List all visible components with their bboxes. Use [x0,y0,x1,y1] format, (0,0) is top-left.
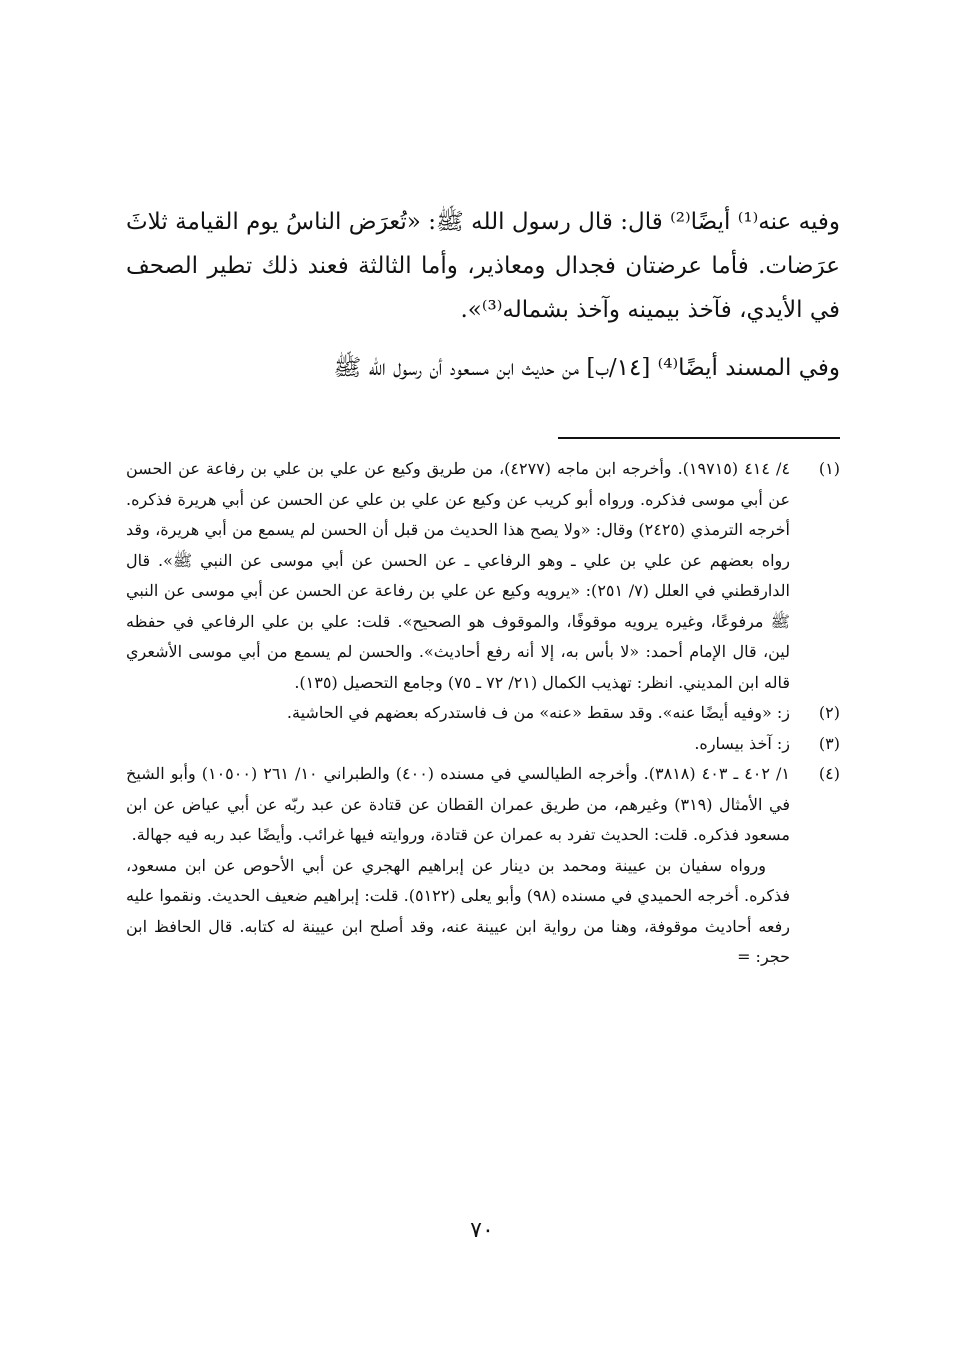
footnote-paragraph: ورواه سفيان بن عيينة ومحمد بن دينار عن إبراهيم الهجري عن أبي الأحوص عن ابن مسعود، فذكره. أخرجه الحميدي في مسنده (٩٨) وأبو يعلى (٥١٢٢). قلت: إبراهيم ضعيف الحديث. ونقموا عليه رفعه أحاديث موقوفة، وهنا من رواية ابن عيينة عنه، وقد أصلح ابن عيينة له كتابه. قال الحافظ ابن حجر: = [126,855,791,966]
footnote-4 [126,759,840,973]
footnote-paragraph: ز: آخذ بيساره. [694,733,790,753]
footnote-paragraph: ز: «وفيه أيضًا عنه». وقد سقط «عنه» من ف فاستدركه بعضهم في الحاشية. [286,703,790,722]
page-number: ٧٠ [470,1218,494,1243]
footnote-number: (٢) [818,703,840,722]
main-text [126,200,840,390]
footnote-number: (٣) [818,733,840,753]
footnote-number: (١) [818,459,840,478]
main-paragraph-2: وفي المسند أيضًا⁽⁴⁾ [١٤/ب] من حديث ابن مسعود أن رسول الله ﷺ [333,355,840,381]
footnote-separator [558,437,840,439]
footnote-body [126,698,790,729]
footnote-3 [126,729,840,760]
footnote-paragraph: ٤/ ٤١٤ (١٩٧١٥). وأخرجه ابن ماجه (٤٢٧٧)، من طريق وكيع عن علي بن علي بن رفاعة عن الحسن عن أبي موسى فذكره. ورواه أبو كريب عن وكيع عن علي بن علي عن الحسن عن أبي هريرة فذكره. أخرجه الترمذي (٢٤٢٥) وقال: «ولا يصح هذا الحديث من قبل أن الحسن لم يسمع من أبي هريرة، وقد رواه بعضهم عن علي بن علي ـ وهو الرفاعي ـ عن الحسن عن أبي موسى عن النبي ﷺ». قال الدارقطني في العلل (٧/ ٢٥١): «يرويه وكيع عن علي بن رفاعة عن الحسن عن أبي موسى عن النبي ﷺ مرفوعًا، وغيره يرويه موقوفًا، والموقوف هو الصحيح». قلت: علي بن علي الرفاعي في حفظه لين، قال الإمام أحمد: «لا بأس به، إلا أنه رفع أحاديث». والحسن لم يسمع من أبي موسى الأشعري قاله ابن المديني. انظر: تهذيب الكمال (٢١/ ٧٢ ـ ٧٥) وجامع التحصيل (١٣٥). [126,459,791,692]
footnote-body [126,759,790,973]
footnote-body [126,454,790,698]
footnotes [126,454,840,973]
footnote-1 [126,454,840,698]
footnote-paragraph: ١/ ٤٠٢ ـ ٤٠٣ (٣٨١٨). وأخرجه الطيالسي في مسنده (٤٠٠) والطبراني ١٠/ ٢٦١ (١٠٥٠٠) وأبو الشيخ في الأمثال (٣١٩) وغيرهم، من طريق عمران القطان عن قتادة عن عبد ربّه عن أبي عياض عن ابن مسعود فذكره. قلت: الحديث تفرد به عمران عن قتادة، وروايته فيها غرائب. وأيضًا عبد ربه فيه جهالة. [126,764,791,844]
footnote-body [126,729,790,760]
footnote-2 [126,698,840,729]
main-paragraph-1: وفيه عنه⁽¹⁾ أيضًا⁽²⁾ قال: قال رسول الله ﷺ: «تُعرَض الناسُ يوم القيامة ثلاثَ عرَضات. فأما عرضتان فجدال ومعاذير، وأما الثالثة فعند ذلك تطير الصحف في الأيدي، فآخذ بيمينه وآخذ بشماله⁽³⁾». [126,209,840,323]
footnote-number: (٤) [818,764,840,783]
